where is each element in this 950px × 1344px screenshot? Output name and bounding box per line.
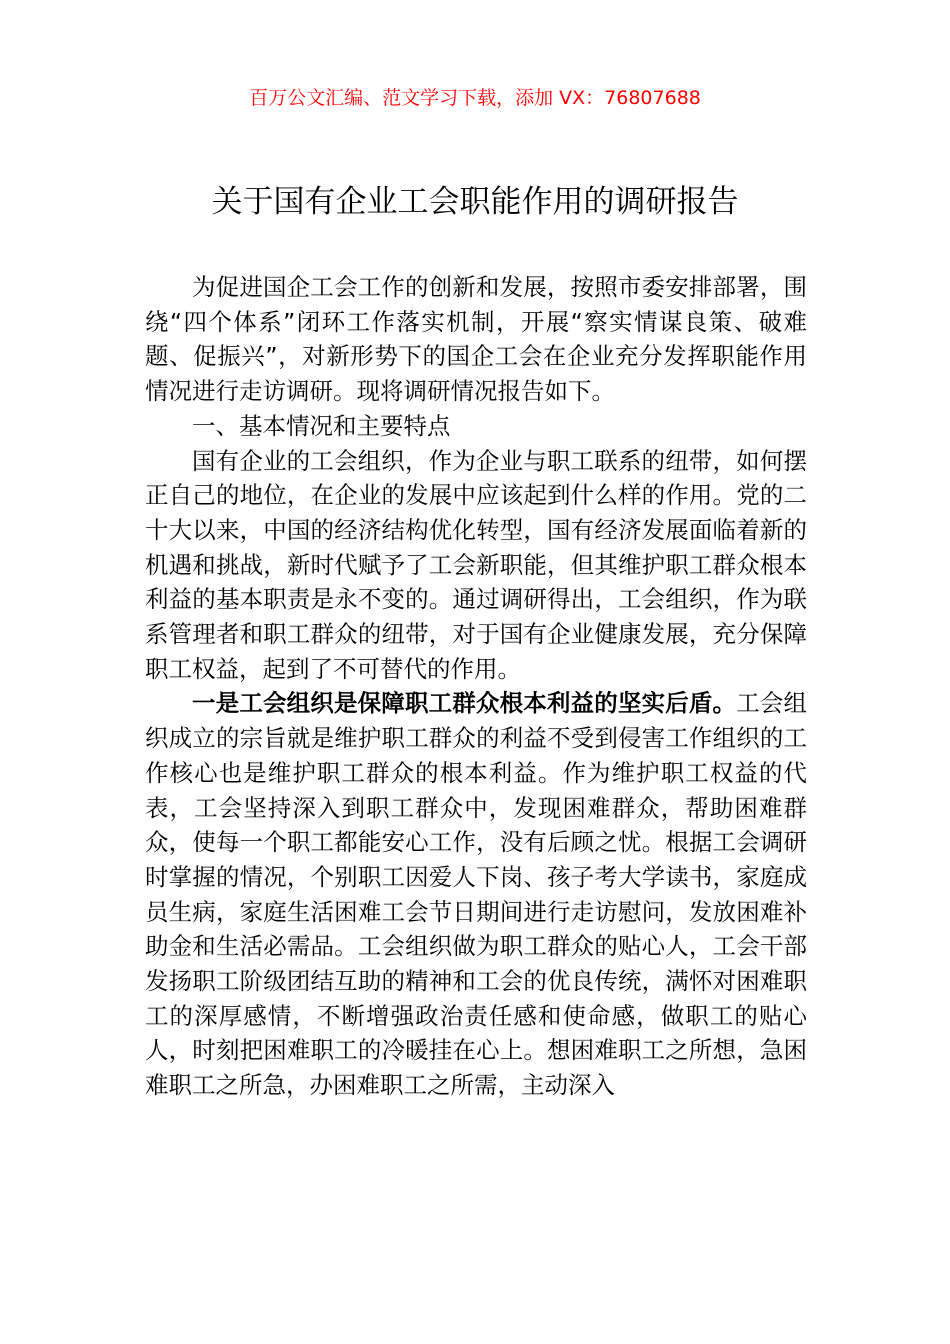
- document-body: [145, 270, 807, 1103]
- intro-paragraph: 为促进国企工会工作的创新和发展，按照市委安排部署，围绕“四个体系”闭环工作落实机制，开展“察实情谋良策、破难题、促振兴”，对新形势下的国企工会在企业充分发挥职能作用情况进行走访调研。现将调研情况报告如下。: [145, 273, 807, 406]
- basic-situation-paragraph: 国有企业的工会组织，作为企业与职工联系的纽带，如何摆正自己的地位，在企业的发展中应该起到什么样的作用。党的二十大以来，中国的经济结构优化转型，国有经济发展面临着新的机遇和挑战，新时代赋予了工会新职能，但其维护职工群众根本利益的基本职责是永不变的。通过调研得出，工会组织，作为联系管理者和职工群众的纽带，对于国有企业健康发展，充分保障职工权益，起到了不可替代的作用。: [145, 446, 807, 683]
- point-one-body: 工会组织成立的宗旨就是维护职工群众的利益不受到侵害工作组织的工作核心也是维护职工群众的根本利益。作为维护职工权益的代表，工会坚持深入到职工群众中，发现困难群众，帮助困难群众，使每一个职工都能安心工作，没有后顾之忧。根据工会调研时掌握的情况，个别职工因爱人下岗、孩子考大学读书，家庭成员生病，家庭生活困难工会节日期间进行走访慰问，发放困难补助金和生活必需品。工会组织做为职工群众的贴心人，工会干部发扬职工阶级团结互助的精神和工会的优良传统，满怀对困难职工的深厚感情，不断增强政治责任感和使命感，做职工的贴心人，时刻把困难职工的冷暖挂在心上。想困难职工之所想，急困难职工之所急，办困难职工之所需，主动深入: [145, 689, 808, 1100]
- point-one-paragraph: [145, 686, 807, 1102]
- point-one-lead: 一是工会组织是保障职工群众根本利益的坚实后盾。: [192, 689, 737, 718]
- document-title: 关于国有企业工会职能作用的调研报告: [211, 184, 739, 220]
- header-watermark-note: 百万公文汇编、范文学习下载，添加 VX：76807688: [249, 87, 701, 109]
- section-heading: 一、基本情况和主要特点: [192, 411, 451, 440]
